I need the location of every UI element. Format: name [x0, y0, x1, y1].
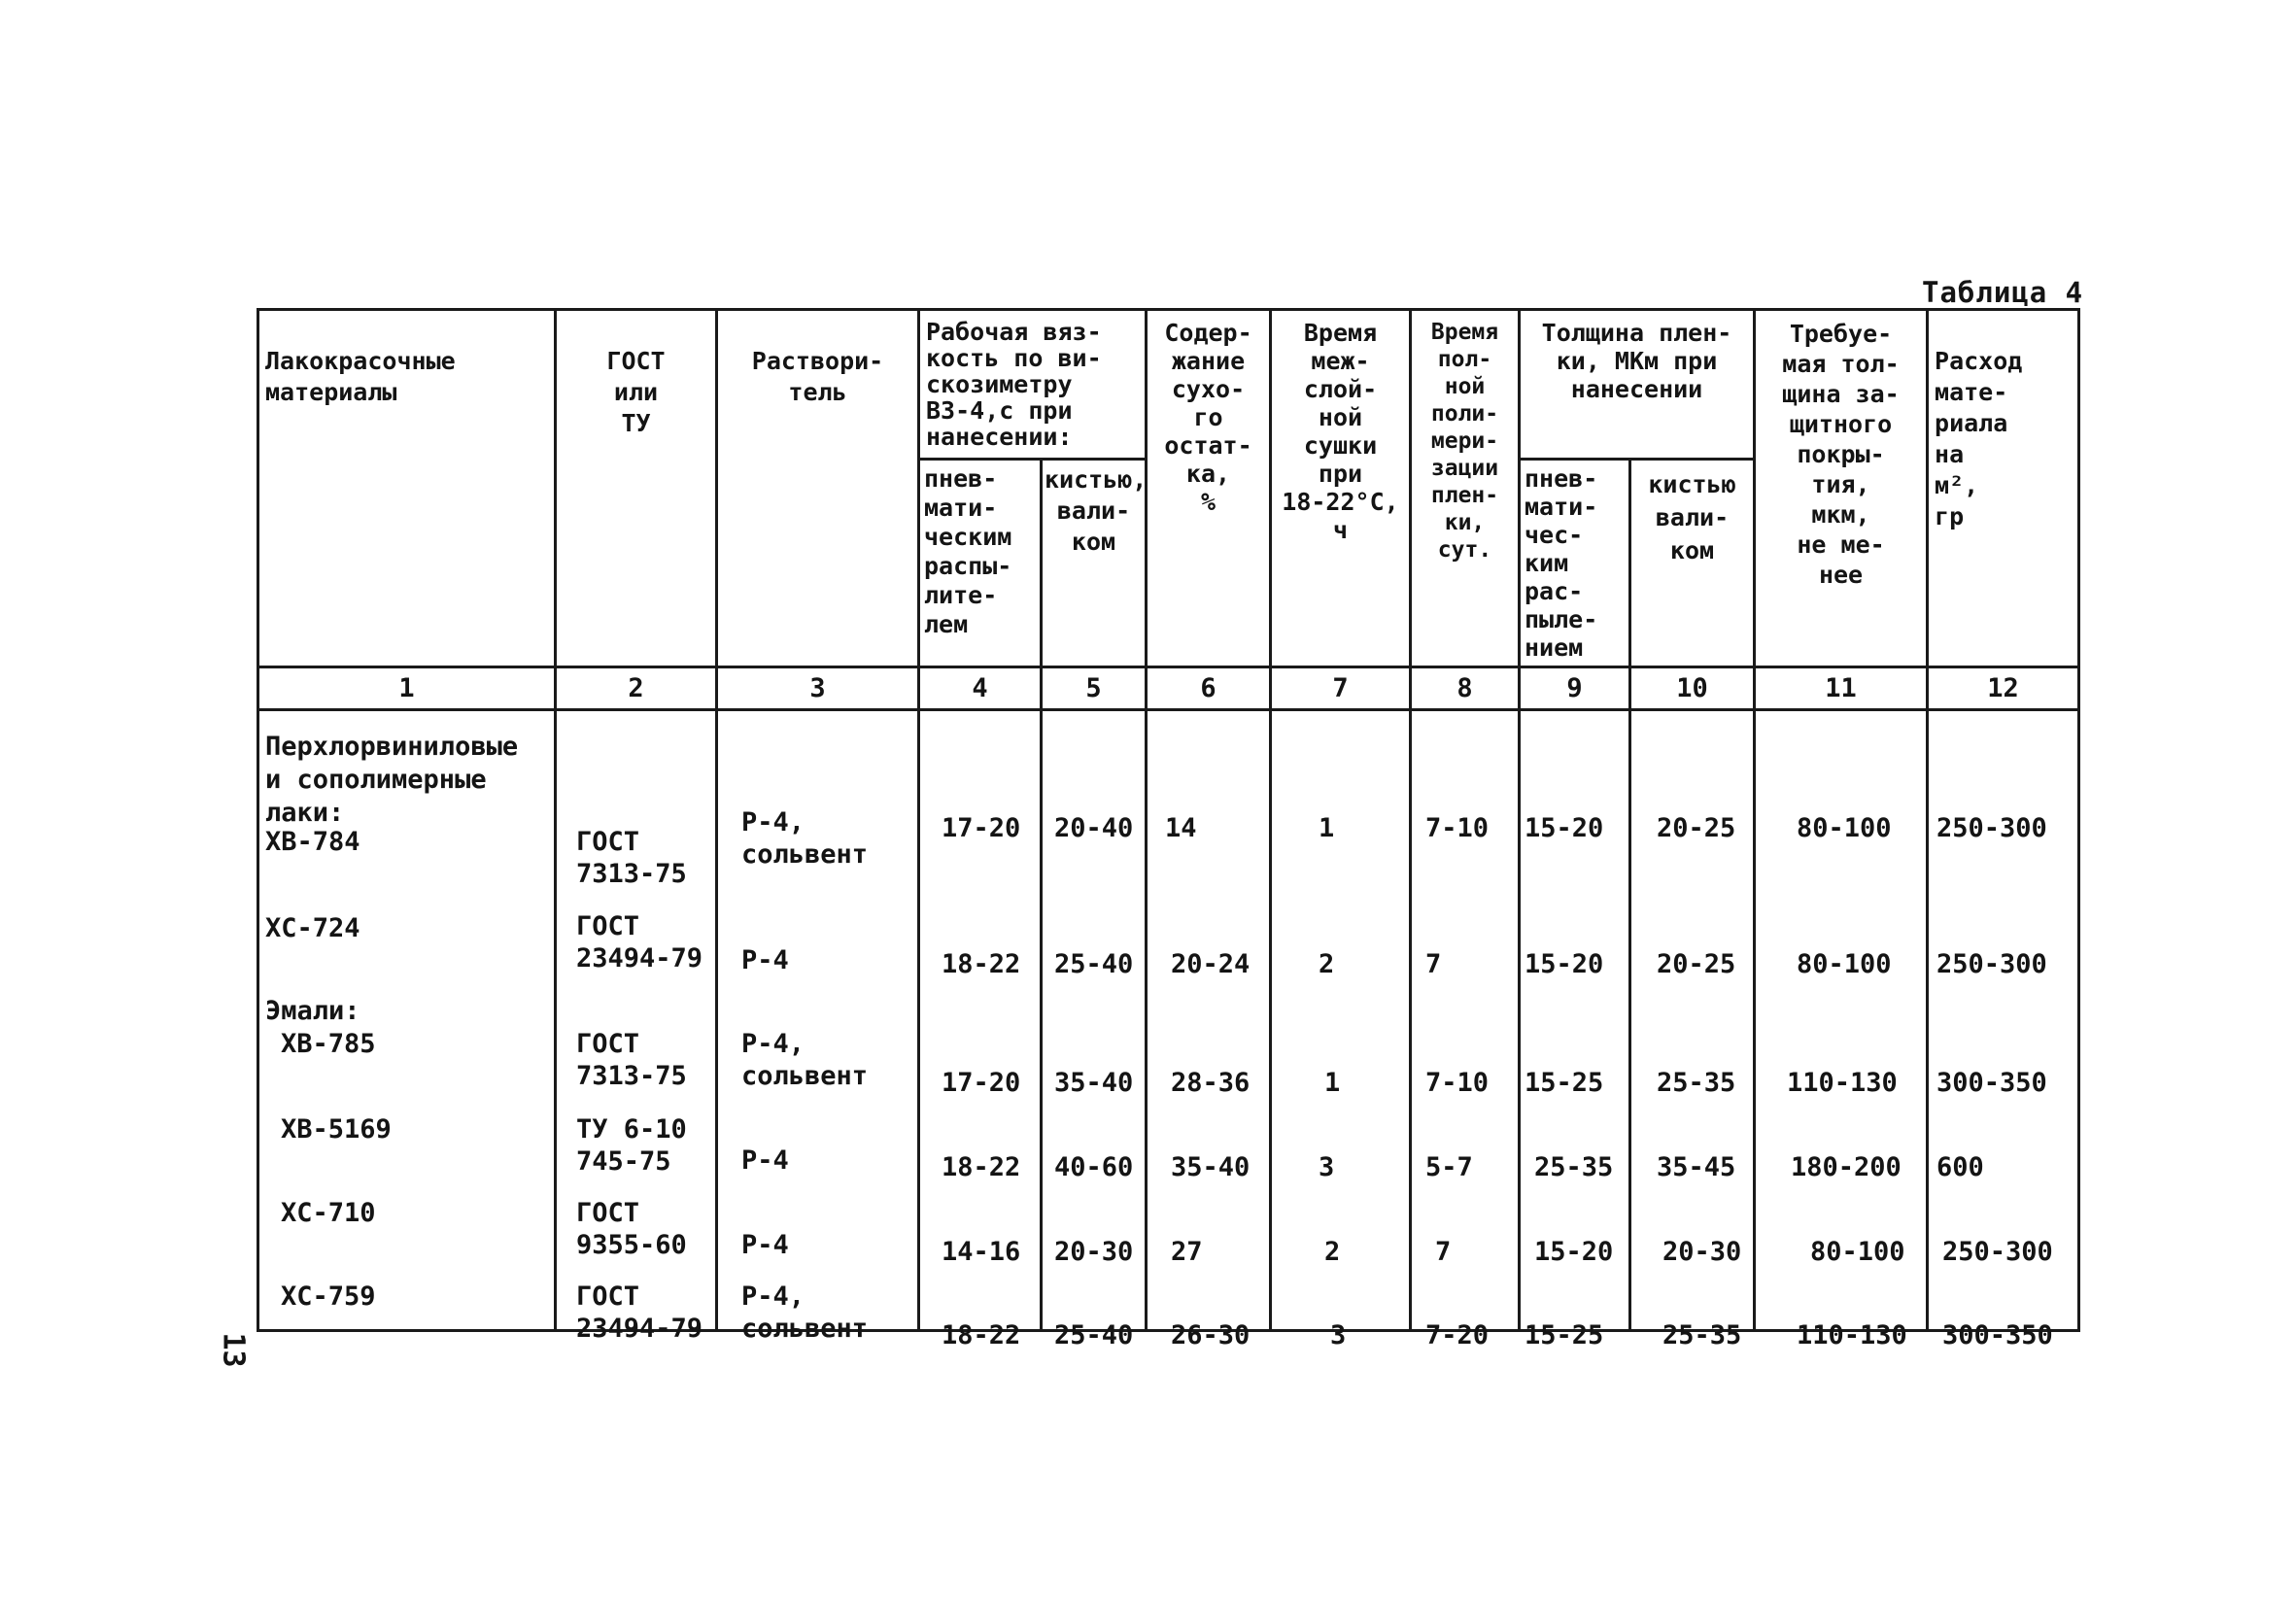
cell-value: 14 — [1165, 813, 1197, 843]
col-viscosity-pneumatic — [919, 710, 1042, 1350]
group-enamels-label: Эмали: — [265, 996, 360, 1026]
cell-value: 300-350 — [1942, 1320, 2053, 1350]
cell-value: 18-22 — [942, 1152, 1021, 1182]
cell-value: 25-35 — [1662, 1320, 1742, 1350]
cell-value: 27 — [1171, 1237, 1203, 1267]
cell-value: 15-25 — [1525, 1068, 1604, 1098]
cell-value: 25-35 — [1534, 1152, 1614, 1182]
cell-value: 110-130 — [1797, 1320, 1907, 1350]
cell-value: 15-20 — [1525, 813, 1604, 843]
header-materials: Лакокрасочные материалы — [258, 310, 556, 667]
header-interlayer-drying: Время меж- слой- ной сушки при 18-22°С, ч — [1271, 310, 1411, 667]
header-solvent: Раствори- тель — [717, 310, 919, 667]
cell-value: 40-60 — [1054, 1152, 1134, 1182]
col-film-pneumatic — [1520, 710, 1630, 1350]
cell-value: 15-20 — [1534, 1237, 1614, 1267]
cell-value: 250-300 — [1942, 1237, 2053, 1267]
col-interlayer-drying — [1271, 710, 1411, 1350]
header-film-thickness: Толщина плен- ки, МКм при нанесении — [1520, 310, 1755, 460]
col-materials — [258, 710, 556, 1331]
column-number: 8 — [1411, 667, 1520, 710]
gost-value: ГОСТ 9355-60 — [576, 1198, 687, 1260]
gost-value: ГОСТ 7313-75 — [576, 1029, 687, 1091]
solvent-value: Р-4 — [741, 1145, 789, 1176]
col-polymerization — [1411, 710, 1520, 1350]
header-film-brush: кистью вали- ком — [1630, 460, 1755, 667]
cell-value: 17-20 — [942, 1068, 1021, 1098]
material-name: ХС-759 — [281, 1281, 376, 1312]
column-number: 2 — [556, 667, 717, 710]
header-polymerization: Время пол- ной поли- мери- зации плен- ки, сут. — [1411, 310, 1520, 667]
gost-value: ГОСТ 23494-79 — [576, 1281, 703, 1344]
cell-value: 3 — [1330, 1320, 1347, 1350]
col-solvent — [717, 710, 919, 1344]
cell-value: 3 — [1319, 1152, 1335, 1182]
cell-value: 80-100 — [1797, 813, 1892, 843]
table-caption: Таблица 4 — [1922, 276, 2084, 309]
header-dry-residue: Содер- жание сухо- го остат- ка, % — [1147, 310, 1271, 667]
header-consumption: Расход мате- риала на м², гр — [1928, 310, 2079, 667]
cell-value: 17-20 — [942, 813, 1021, 843]
material-name: ХС-710 — [281, 1198, 376, 1228]
cell-value: 600 — [1936, 1152, 1984, 1182]
cell-value: 35-40 — [1171, 1152, 1251, 1182]
cell-value: 28-36 — [1171, 1068, 1251, 1098]
cell-value: 15-25 — [1525, 1320, 1604, 1350]
cell-value: 25-35 — [1657, 1068, 1736, 1098]
cell-value: 35-45 — [1657, 1152, 1736, 1182]
cell-value: 7-10 — [1425, 813, 1490, 843]
solvent-value: Р-4, сольвент — [741, 1029, 869, 1091]
col-gost — [556, 710, 717, 1344]
material-name: ХВ-5169 — [281, 1114, 392, 1145]
cell-value: 20-25 — [1657, 813, 1736, 843]
cell-value: 1 — [1324, 1068, 1341, 1098]
cell-value: 250-300 — [1936, 949, 2047, 979]
cell-value: 7 — [1425, 949, 1442, 979]
cell-value: 35-40 — [1054, 1068, 1134, 1098]
header-viscosity-brush: кистью, вали- ком — [1042, 460, 1147, 667]
cell-value: 20-24 — [1171, 949, 1251, 979]
col-viscosity-brush — [1042, 710, 1147, 1350]
column-number: 9 — [1520, 667, 1630, 710]
solvent-value: Р-4, сольвент — [741, 1281, 869, 1344]
gost-value: ГОСТ 7313-75 — [576, 827, 687, 889]
cell-value: 7-10 — [1425, 1068, 1490, 1098]
gost-value: ГОСТ 23494-79 — [576, 911, 703, 974]
col-required-thickness — [1755, 710, 1928, 1350]
gost-value: ТУ 6-10 745-75 — [576, 1114, 687, 1177]
column-number: 4 — [919, 667, 1042, 710]
cell-value: 110-130 — [1787, 1068, 1898, 1098]
material-name: ХВ-785 — [281, 1029, 376, 1059]
material-name: ХВ-784 — [265, 827, 360, 857]
cell-value: 80-100 — [1797, 949, 1892, 979]
header-viscosity-pneumatic: пнев- мати- ческим распы- лите- лем — [919, 460, 1042, 667]
cell-value: 18-22 — [942, 1320, 1021, 1350]
cell-value: 7 — [1435, 1237, 1452, 1267]
solvent-value: Р-4, сольвент — [741, 807, 869, 870]
header-viscosity: Рабочая вяз- кость по ви- скозиметру ВЗ-4,с при нанесении: — [919, 310, 1147, 460]
solvent-value: Р-4 — [741, 945, 789, 975]
cell-value: 20-30 — [1662, 1237, 1742, 1267]
col-dry-residue — [1147, 710, 1271, 1350]
header-required-thickness: Требуе- мая тол- щина за- щитного покры- тия, мкм, не ме- нее — [1755, 310, 1928, 667]
group-lacquers-label: Перхлорвиниловые и сополимерные лаки: — [265, 732, 519, 828]
column-number: 12 — [1928, 667, 2079, 710]
cell-value: 20-30 — [1054, 1237, 1134, 1267]
cell-value: 14-16 — [942, 1237, 1021, 1267]
cell-value: 300-350 — [1936, 1068, 2047, 1098]
cell-value: 2 — [1319, 949, 1335, 979]
column-number: 3 — [717, 667, 919, 710]
cell-value: 80-100 — [1810, 1237, 1905, 1267]
cell-value: 15-20 — [1525, 949, 1604, 979]
solvent-value: Р-4 — [741, 1230, 789, 1260]
cell-value: 25-40 — [1054, 1320, 1134, 1350]
cell-value: 26-30 — [1171, 1320, 1251, 1350]
cell-value: 20-25 — [1657, 949, 1736, 979]
column-number: 5 — [1042, 667, 1147, 710]
header-film-pneumatic: пнев- мати- чес- ким рас- пыле- нием — [1520, 460, 1630, 667]
column-number: 7 — [1271, 667, 1411, 710]
material-name: ХС-724 — [265, 913, 360, 943]
cell-value: 20-40 — [1054, 813, 1134, 843]
cell-value: 1 — [1319, 813, 1335, 843]
cell-value: 25-40 — [1054, 949, 1134, 979]
cell-value: 18-22 — [942, 949, 1021, 979]
col-consumption — [1928, 710, 2079, 1350]
column-number: 10 — [1630, 667, 1755, 710]
column-number: 11 — [1755, 667, 1928, 710]
cell-value: 180-200 — [1791, 1152, 1902, 1182]
cell-value: 250-300 — [1936, 813, 2047, 843]
cell-value: 7-20 — [1425, 1320, 1490, 1350]
cell-value: 2 — [1324, 1237, 1341, 1267]
page-number: 13 — [216, 1332, 251, 1368]
column-number: 6 — [1147, 667, 1271, 710]
header-gost: ГОСТ или ТУ — [556, 310, 717, 667]
col-film-brush — [1630, 710, 1755, 1350]
cell-value: 5-7 — [1425, 1152, 1473, 1182]
column-number: 1 — [258, 667, 556, 710]
materials-table — [257, 308, 2080, 1350]
